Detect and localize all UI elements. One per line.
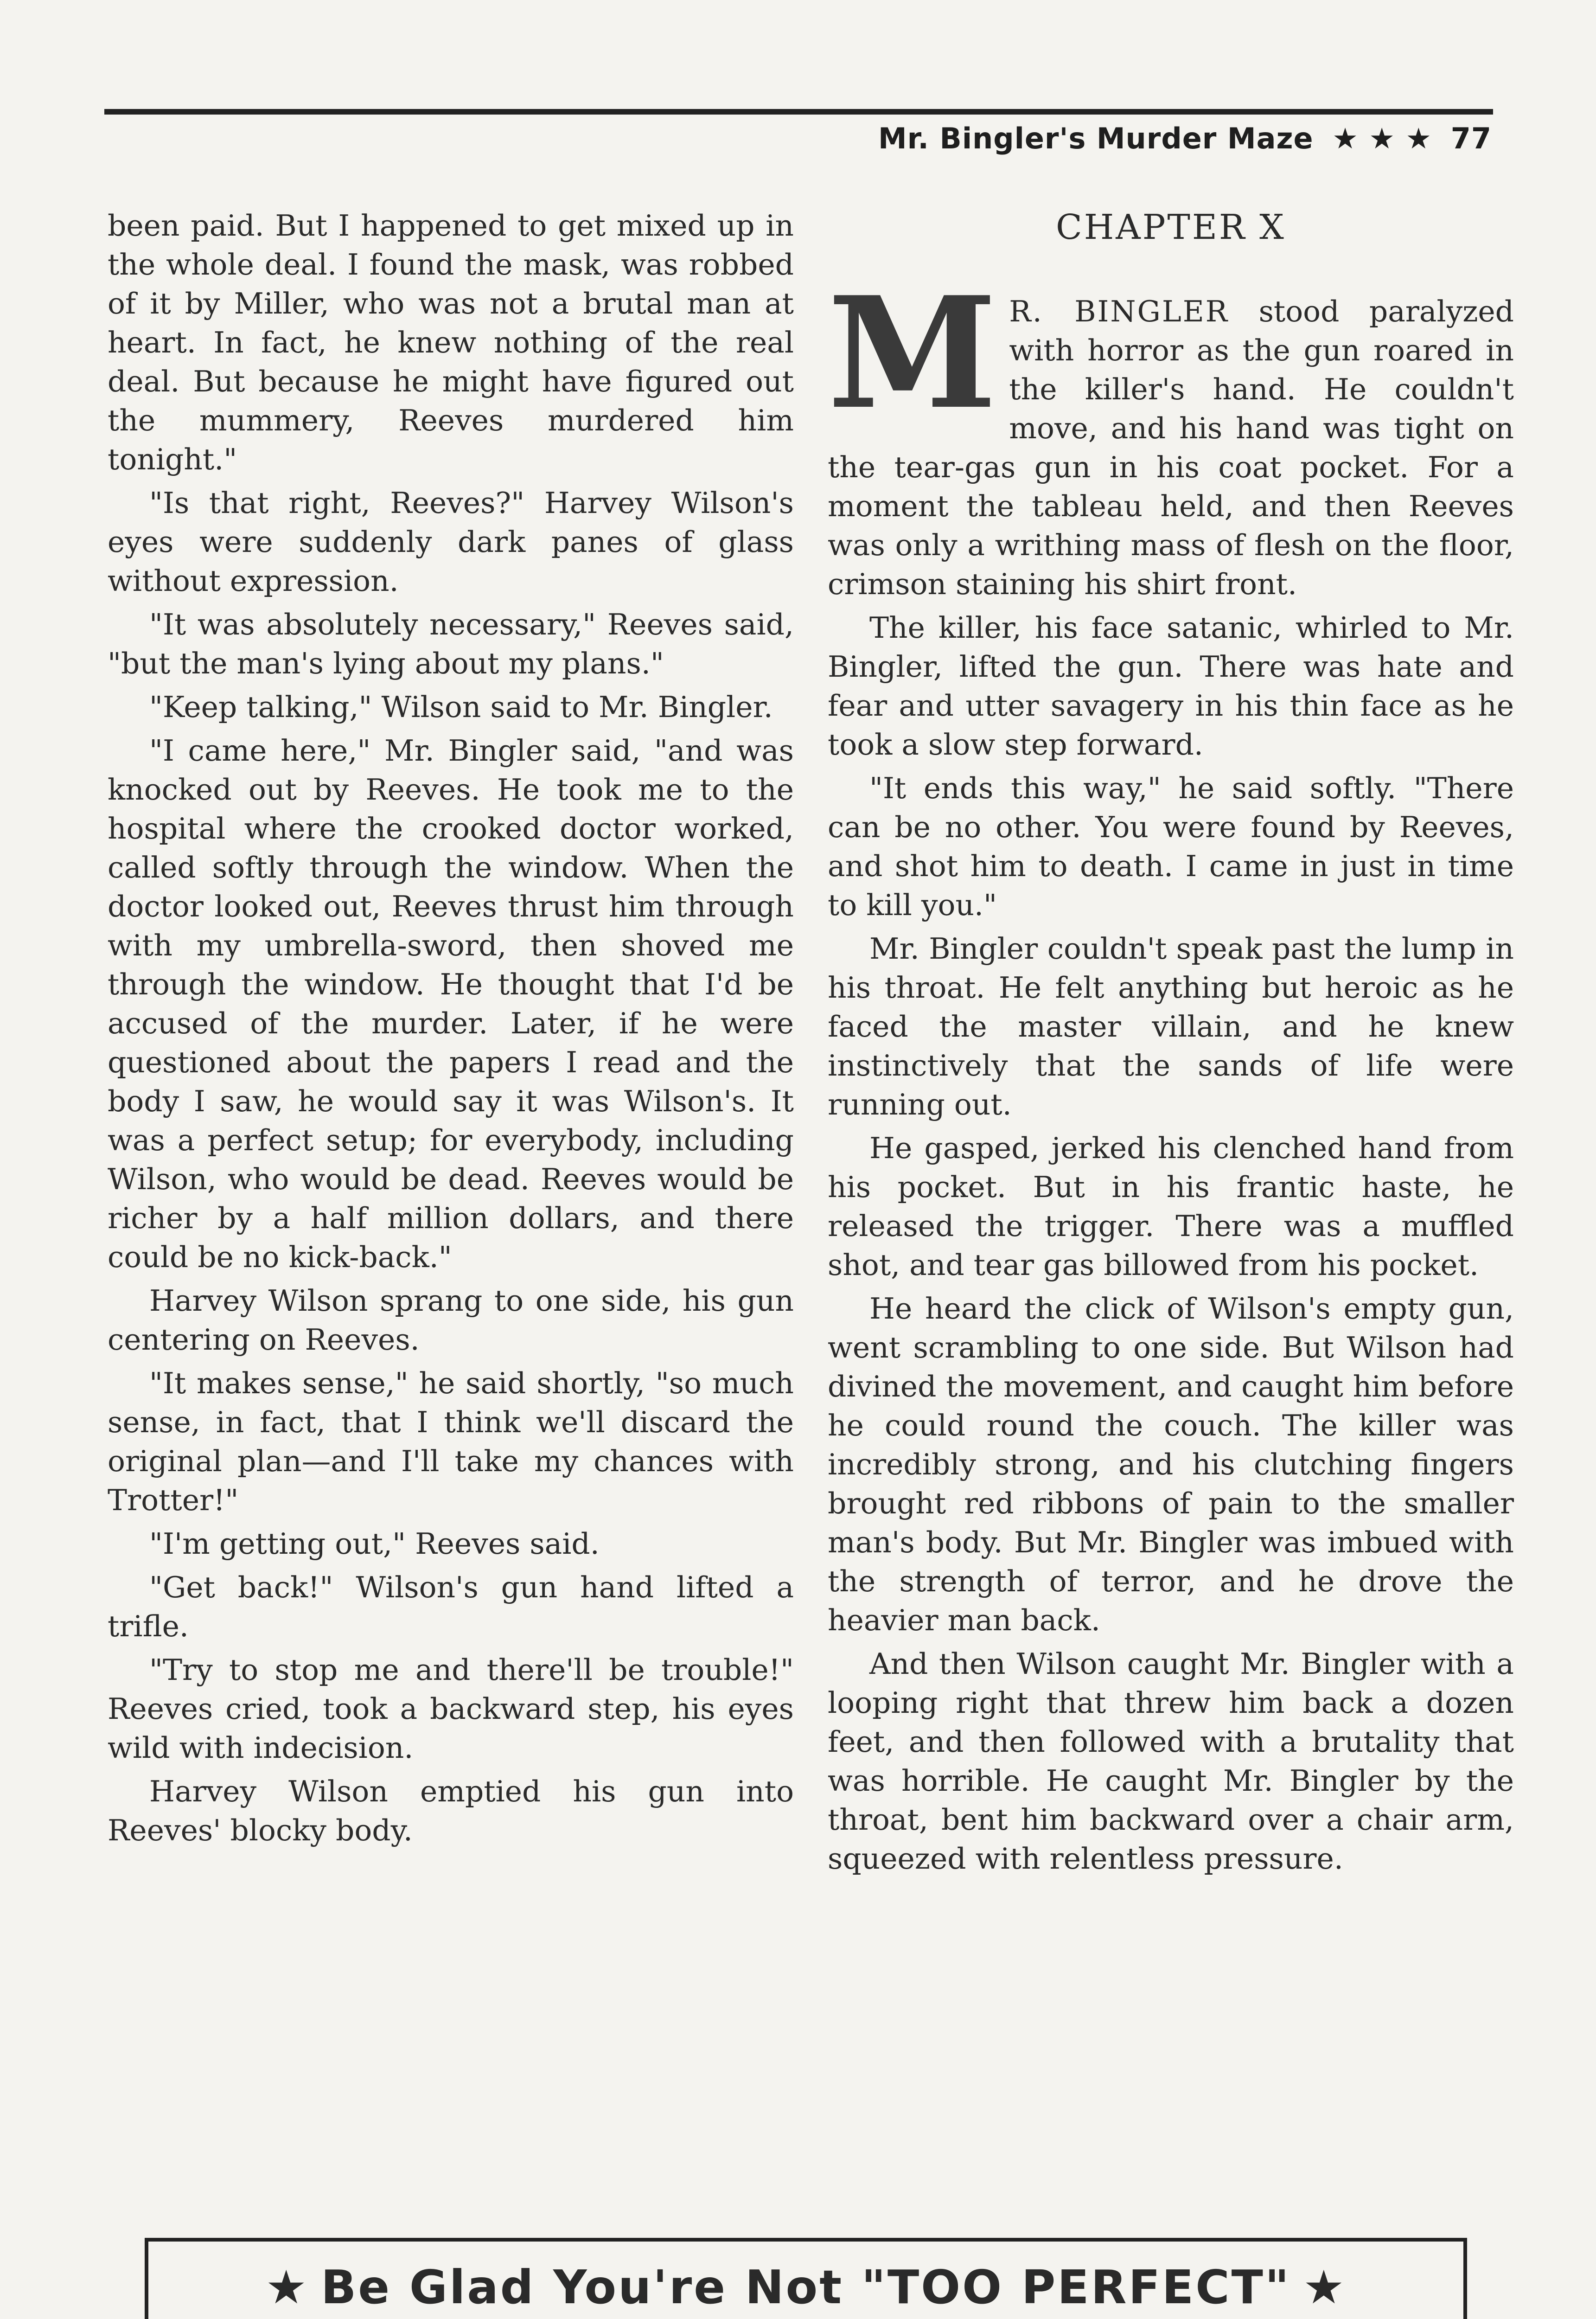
chapter-title: CHAPTER X [1056,207,1286,247]
paragraph: "It makes sense," he said shortly, "so much sense, in fact, that I think we'll discard the original plan—and I'll take my chances with Trotter!" [108,1366,794,1517]
star-icon: ★ [1302,2260,1347,2314]
lead-word: R. BINGLER [1009,295,1229,328]
paragraph: He heard the click of Wilson's empty gun, went scrambling to one side. But Wilson had divined the movement, and caught him before he could round the couch. The killer was incredibly strong, and his clutching fingers brought red ribbons of pain to the smaller man's body. But Mr. Bingler was imbued with the strength of terror, and he drove the heavier man back. [828,1292,1514,1637]
paragraph: And then Wilson caught Mr. Bingler with a looping right that threw him back a dozen feet, and then followed with a brutality that was horrible. He caught Mr. Bingler by the throat, bent him backward over a chair arm, squeezed with relentless pressure. [828,1647,1514,1876]
paragraph: "I came here," Mr. Bingler said, "and was knocked out by Reeves. He took me to the hospital where the crooked doctor worked, called softly through the window. When the doctor looked out, Reeves thrust him through with my umbrella-sword, then shoved me through the window. He thought that I'd be accused of the murder. Later, if he were questioned about the papers I read and the body I saw, he would say it was Wilson's. It was a perfect setup; for everybody, including Wilson, who would be dead. Reeves would be richer by a half million dollars, and there could be no kick-back." [108,734,794,1274]
paragraph: "Try to stop me and there'll be trouble!" Reeves cried, took a backward step, his eyes wild with indecision. [108,1653,794,1765]
paragraph: Harvey Wilson sprang to one side, his gun centering on Reeves. [108,1284,794,1357]
page-number: 77 [1450,122,1492,155]
left-column [108,206,794,1855]
paragraph: "Get back!" Wilson's gun hand lifted a trifle. [108,1570,794,1643]
paragraph: "Is that right, Reeves?" Harvey Wilson's eyes were suddenly dark panes of glass without expression. [108,486,794,598]
advertisement-box [145,2238,1467,2319]
running-head [878,122,1492,155]
paragraph: "Keep talking," Wilson said to Mr. Bingler. [149,690,773,724]
paragraph: Harvey Wilson emptied his gun into Reeves' blocky body. [108,1774,794,1847]
header-rule [104,109,1493,115]
ad-headline-text: Be Glad You're Not "TOO PERFECT" [321,2260,1291,2314]
header-stars: ★ ★ ★ [1332,122,1432,155]
star-icon: ★ [265,2260,309,2314]
right-column [828,206,1514,1883]
ad-headline [148,2260,1463,2314]
paragraph: been paid. But I happened to get mixed up in the whole deal. I found the mask, was robbed of it by Miller, who was not a brutal man at heart. In fact, he knew nothing of the real deal. But because he might have figured out the mummery, Reeves murdered him tonight." [108,209,794,476]
opening-text: stood paralyzed with horror as the gun roared in the killer's hand. He couldn't move, and his hand was tight on the tear-gas gun in his coat pocket. For a moment the tableau held, and then Reeves was only a writhing mass of flesh on the floor, crimson staining his shirt front. [828,295,1514,601]
drop-cap: M [828,263,997,443]
paragraph: The killer, his face satanic, whirled to Mr. Bingler, lifted the gun. There was hate and fear and utter savagery in his thin face as he took a slow step forward. [828,611,1514,762]
chapter-opening-paragraph [828,263,1514,604]
paragraph: "It was absolutely necessary," Reeves said, "but the man's lying about my plans." [108,608,794,680]
paragraph: Mr. Bingler couldn't speak past the lump in his throat. He felt anything but heroic as he faced the master villain, and he knew instinctively that the sands of life were running out. [828,932,1514,1121]
paragraph: "It ends this way," he said softly. "There can be no other. You were found by Reeves, and shot him to death. I came in just in time to kill you." [828,771,1514,922]
paragraph: He gasped, jerked his clenched hand from his pocket. But in his frantic haste, he released the trigger. There was a muffled shot, and tear gas billowed from his pocket. [828,1131,1514,1282]
paragraph: "I'm getting out," Reeves said. [149,1527,600,1561]
story-title: Mr. Bingler's Murder Maze [878,122,1314,155]
